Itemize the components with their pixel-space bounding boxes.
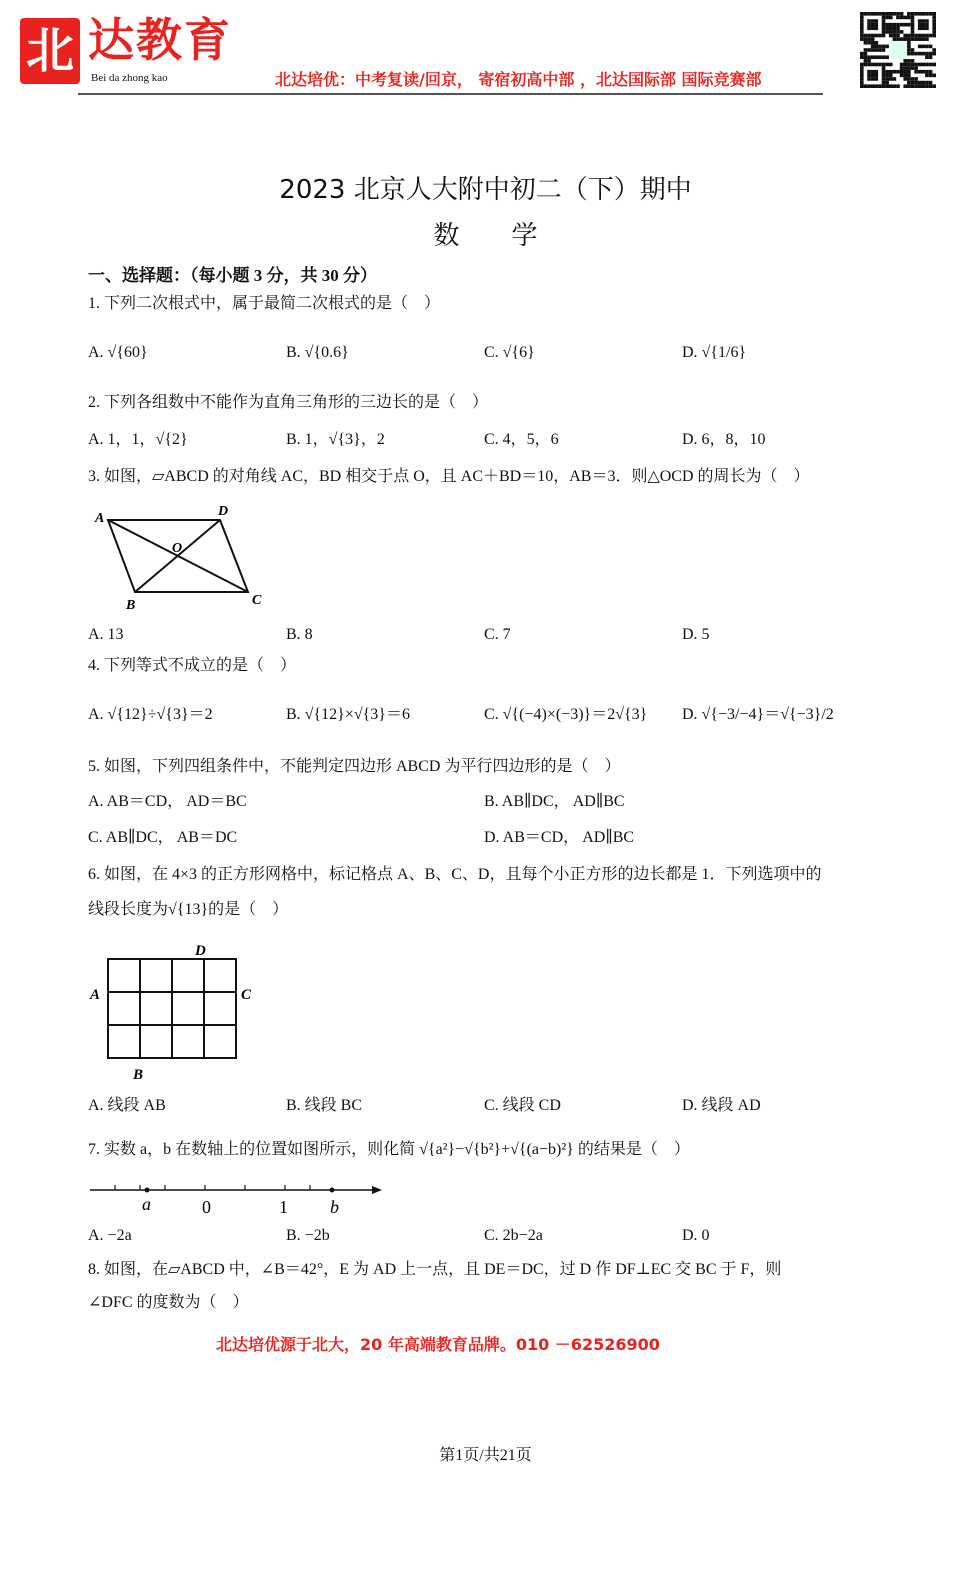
page-footer: 第1页/共21页 xyxy=(439,1447,532,1464)
watermark-text: 北达培优源于北大，20 年高端教育品牌。010 －62526900 xyxy=(216,1335,660,1354)
option-b: B. √{12}×√{3}＝6 xyxy=(286,706,410,723)
qr-code-icon xyxy=(860,12,936,88)
logo-text: 达教育 xyxy=(88,13,232,67)
axis-label-0: 0 xyxy=(202,1197,211,1217)
label-d: D xyxy=(195,943,206,959)
option-c: C. √{(−4)×(−3)}＝2√{3} xyxy=(484,706,648,723)
question-8: 8. 如图，在▱ABCD 中，∠B＝42°，E 为 AD 上一点，且 DE＝DC，过 D 作 DF⊥EC 交 BC 于 F，则 xyxy=(88,1261,782,1278)
label-c: C xyxy=(252,593,262,608)
option-b: B. 8 xyxy=(286,626,313,643)
question-6-cont: 线段长度为√{13}的是（ ） xyxy=(88,901,289,918)
logo-icon xyxy=(20,18,80,84)
option-a: A. AB＝CD， AD＝BC xyxy=(88,793,247,810)
option-b: B. √{0.6} xyxy=(286,344,349,361)
option-d: D. √{−3/−4}＝√{−3}/2 xyxy=(682,706,834,723)
option-b: B. 线段 BC xyxy=(286,1097,363,1114)
option-d: D. AB＝CD， AD∥BC xyxy=(484,829,635,846)
option-a: A. √{60} xyxy=(88,344,148,361)
page-title: 2023 北京人大附中初二（下）期中 xyxy=(279,175,692,205)
option-b: B. 1，√{3}，2 xyxy=(286,431,385,448)
question-1: 1. 下列二次根式中，属于最简二次根式的是（ ） xyxy=(88,295,441,312)
label-a: A xyxy=(90,987,101,1003)
option-b: B. −2b xyxy=(286,1227,330,1244)
question-3: 3. 如图，▱ABCD 的对角线 AC，BD 相交于点 O，且 AC＋BD＝10，AB＝3．则△OCD 的周长为（ ） xyxy=(88,468,810,485)
section-heading: 一、选择题：（每小题 3 分，共 30 分） xyxy=(88,266,377,285)
label-b: B xyxy=(133,1067,144,1083)
logo-subtitle: Bei da zhong kao xyxy=(91,72,168,84)
label-b: B xyxy=(126,598,136,613)
question-7: 7. 实数 a，b 在数轴上的位置如图所示，则化简 √{a²}−√{b²}+√{(a−b)²} 的结果是（ ） xyxy=(88,1141,690,1158)
number-line-figure xyxy=(85,1178,385,1218)
option-c: C. 4，5，6 xyxy=(484,431,559,448)
option-c: C. AB∥DC， AB＝DC xyxy=(88,829,238,846)
axis-label-b: b xyxy=(330,1197,339,1217)
question-6: 6. 如图，在 4×3 的正方形网格中，标记格点 A、B、C、D，且每个小正方形的边长都是 1．下列选项中的 xyxy=(88,866,822,883)
question-4: 4. 下列等式不成立的是（ ） xyxy=(88,657,297,674)
label-d: D xyxy=(218,504,229,519)
option-a: A. √{12}÷√{3}＝2 xyxy=(88,706,213,723)
header-divider xyxy=(78,93,823,95)
question-2: 2. 下列各组数中不能作为直角三角形的三边长的是（ ） xyxy=(88,394,489,411)
option-c: C. 线段 CD xyxy=(484,1097,561,1114)
option-d: D. 线段 AD xyxy=(682,1097,761,1114)
logo-char: 北 xyxy=(25,23,74,79)
option-c: C. 7 xyxy=(484,626,511,643)
axis-label-a: a xyxy=(142,1194,151,1214)
option-a: A. −2a xyxy=(88,1227,132,1244)
option-d: D. 0 xyxy=(682,1227,710,1244)
option-a: A. 线段 AB xyxy=(88,1097,166,1114)
subject-title: 数 学 xyxy=(433,221,538,251)
option-d: D. 6，8，10 xyxy=(682,431,766,448)
label-o: O xyxy=(172,541,183,556)
question-8-cont: ∠DFC 的度数为（ ） xyxy=(88,1294,249,1311)
header-slogan: 北达培优：中考复读/回京， 寄宿初高中部 ，北达国际部 国际竞赛部 xyxy=(275,70,762,89)
grid-figure xyxy=(85,935,265,1085)
option-d: D. 5 xyxy=(682,626,710,643)
option-d: D. √{1/6} xyxy=(682,344,747,361)
option-a: A. 13 xyxy=(88,626,124,643)
option-a: A. 1，1，√{2} xyxy=(88,431,188,448)
question-5: 5. 如图，下列四组条件中，不能判定四边形 ABCD 为平行四边形的是（ ） xyxy=(88,758,621,775)
option-c: C. 2b−2a xyxy=(484,1227,543,1244)
label-c: C xyxy=(241,987,252,1003)
label-a: A xyxy=(95,511,105,526)
parallelogram-figure xyxy=(90,500,270,615)
option-c: C. √{6} xyxy=(484,344,535,361)
axis-label-1: 1 xyxy=(279,1197,288,1217)
option-b: B. AB∥DC， AD∥BC xyxy=(484,793,625,810)
